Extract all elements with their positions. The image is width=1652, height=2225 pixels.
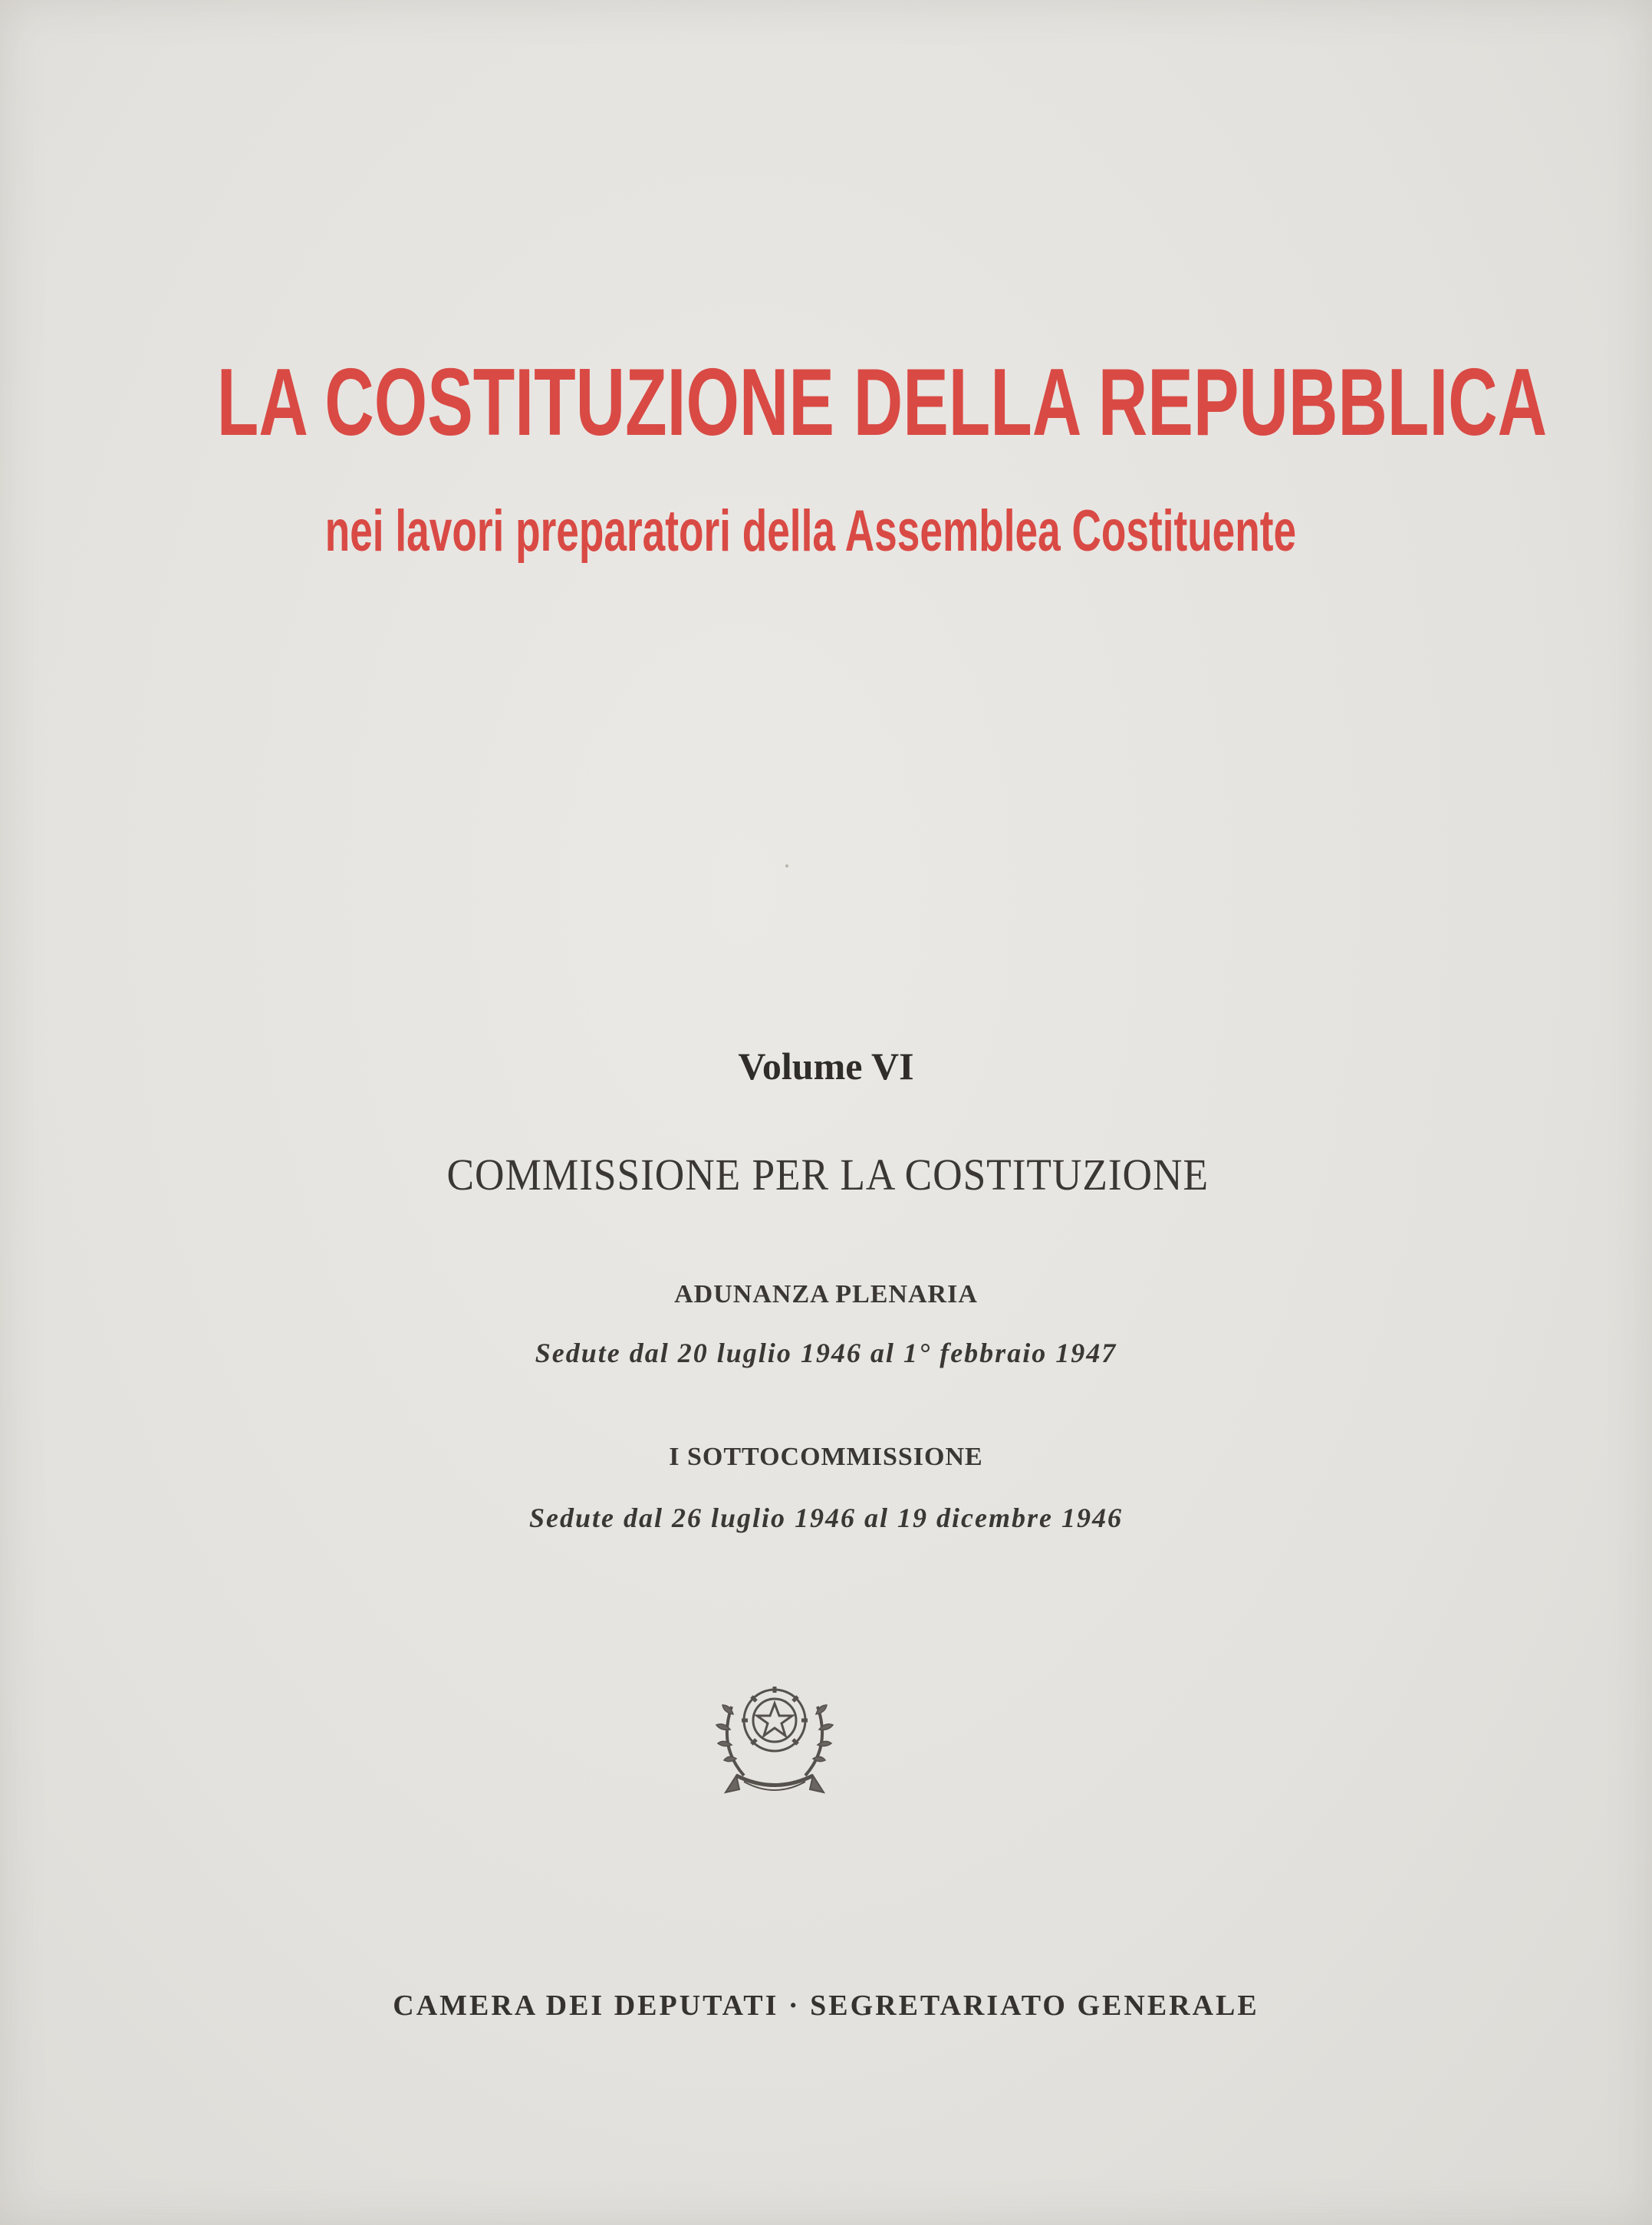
section-heading-plenaria: ADUNANZA PLENARIA bbox=[674, 1280, 978, 1308]
section-heading-sottocommissione: I SOTTOCOMMISSIONE bbox=[669, 1443, 983, 1471]
commission-title: COMMISSIONE PER LA COSTITUZIONE bbox=[446, 1150, 1209, 1200]
cover-subtitle: nei lavori preparatori della Assemblea Costituente bbox=[324, 499, 1297, 564]
publisher-line: CAMERA DEI DEPUTATI · SEGRETARIATO GENERALE bbox=[393, 1990, 1259, 2022]
italian-republic-emblem-icon bbox=[713, 1661, 836, 1806]
section-dates-sottocommissione: Sedute dal 26 luglio 1946 al 19 dicembre 1946 bbox=[529, 1503, 1123, 1533]
cover-title: LA COSTITUZIONE DELLA REPUBBLICA bbox=[216, 350, 1548, 456]
paper-speck bbox=[785, 864, 788, 867]
volume-label: Volume VI bbox=[738, 1045, 914, 1088]
section-dates-plenaria: Sedute dal 20 luglio 1946 al 1° febbraio 1947 bbox=[535, 1338, 1117, 1368]
